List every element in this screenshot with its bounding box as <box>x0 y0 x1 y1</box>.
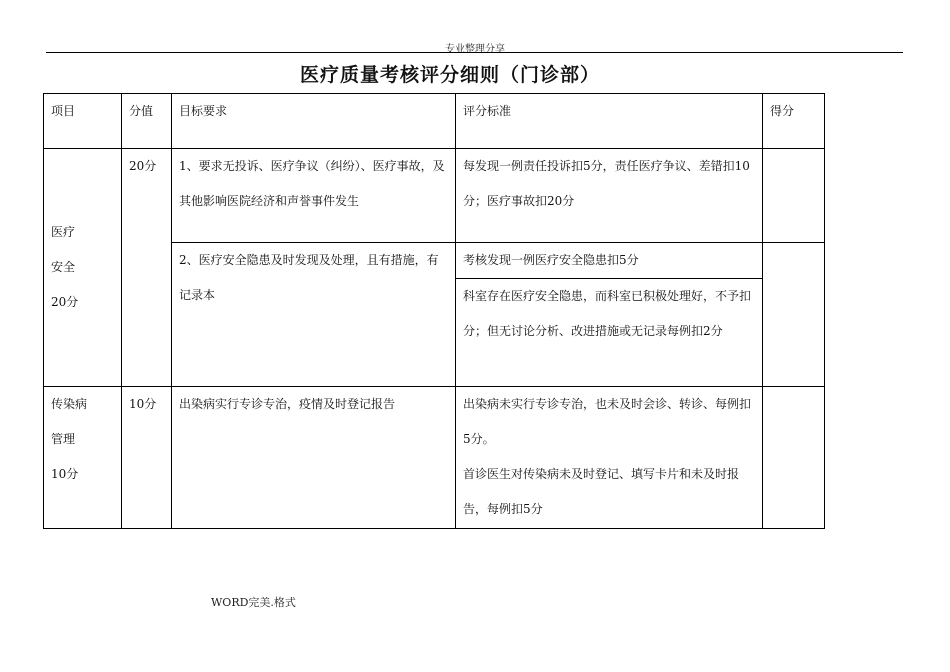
header-divider <box>46 52 903 53</box>
score-value: 20分 <box>122 149 172 387</box>
table-row <box>44 387 825 529</box>
got-score-cell <box>763 387 825 529</box>
page-header-text: 专业整理分享 <box>445 44 505 55</box>
standard-text: 首诊医生对传染病未及时登记、填写卡片和未及时报告，每例扣5分 <box>463 467 740 516</box>
item-medical-safety <box>44 149 122 387</box>
requirement-text: 1、要求无投诉、医疗争议（纠纷）、医疗事故，及其他影响医院经济和声誉事件发生 <box>172 149 456 243</box>
score-value: 10分 <box>122 387 172 529</box>
got-score-cell <box>763 243 825 387</box>
header-requirement: 目标要求 <box>172 94 456 149</box>
standard-text: 科室存在医疗安全隐患，而科室已积极处理好，不予扣分；但无讨论分析、改进措施或无记录每例扣2分 <box>456 279 763 387</box>
header-score: 分值 <box>122 94 172 149</box>
document-title: 医疗质量考核评分细则（门诊部） <box>299 64 600 86</box>
standard-text: 出染病未实行专诊专治，也未及时会诊、转诊、每例扣5分。 <box>463 397 752 446</box>
header-item: 项目 <box>44 94 122 149</box>
item-line: 传染病 <box>51 397 88 411</box>
standard-text: 每发现一例责任投诉扣5分，责任医疗争议、差错扣10分；医疗事故扣20分 <box>456 149 763 243</box>
standard-cell <box>456 387 763 529</box>
standard-text: 考核发现一例医疗安全隐患扣5分 <box>456 243 763 279</box>
got-score-cell <box>763 149 825 243</box>
item-line: 管理 <box>51 432 76 446</box>
item-line: 医疗 <box>51 225 76 239</box>
header-standard: 评分标准 <box>456 94 763 149</box>
requirement-text: 2、医疗安全隐患及时发现及处理，且有措施，有记录本 <box>172 243 456 387</box>
table-row <box>44 149 825 243</box>
requirement-text: 出染病实行专诊专治，疫情及时登记报告 <box>172 387 456 529</box>
item-line: 20分 <box>51 295 79 309</box>
header-got-score: 得分 <box>763 94 825 149</box>
table-header-row <box>44 94 825 149</box>
footer-text: WORD完美.格式 <box>211 596 296 609</box>
item-infectious-disease <box>44 387 122 529</box>
item-line: 10分 <box>51 467 79 481</box>
scoring-table <box>43 93 825 529</box>
item-line: 安全 <box>51 260 76 274</box>
